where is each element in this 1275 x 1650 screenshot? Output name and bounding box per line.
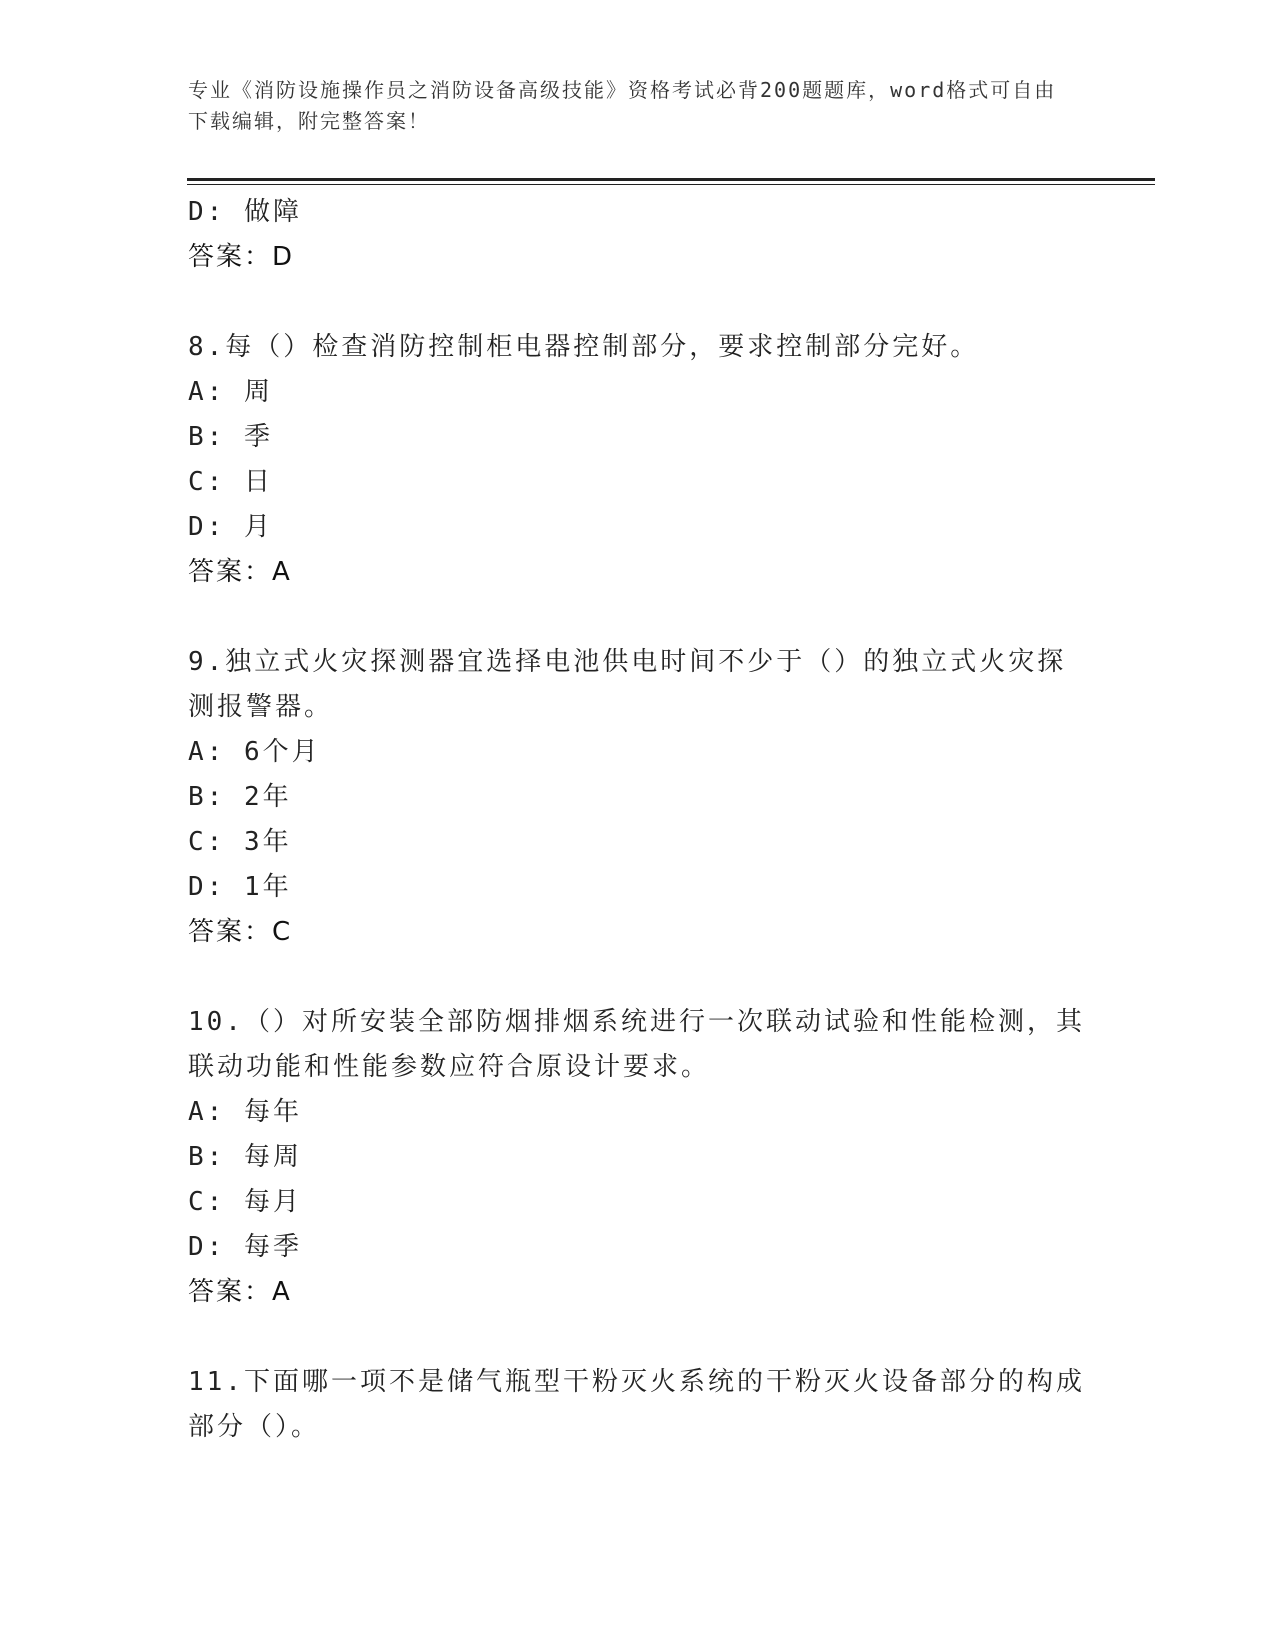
- option-c: C: 3年: [188, 827, 292, 857]
- option-d: D: 每季: [188, 1232, 302, 1262]
- question-stem: 10.（）对所安装全部防烟排烟系统进行一次联动试验和性能检测，其联动功能和性能参数应符合原设计要求。: [188, 1007, 1085, 1082]
- answer: 答案：C: [188, 917, 293, 947]
- option-d: D: 月: [188, 512, 273, 542]
- answer: 答案：D: [188, 242, 295, 272]
- option-d: D: 1年: [188, 872, 292, 902]
- answer: 答案：A: [188, 1277, 292, 1307]
- question-stem: 8.每（）检查消防控制柜电器控制部分，要求控制部分完好。: [188, 332, 980, 362]
- option-a: A: 周: [188, 377, 273, 407]
- option-b: B: 季: [188, 422, 273, 452]
- option-b: B: 每周: [188, 1142, 302, 1172]
- option-a: A: 每年: [188, 1097, 302, 1127]
- header-divider: [187, 178, 1155, 181]
- option-a: A: 6个月: [188, 737, 321, 767]
- option-d: D: 做障: [188, 197, 302, 227]
- question-stem: 11.下面哪一项不是储气瓶型干粉灭火系统的干粉灭火设备部分的构成部分（）。: [188, 1367, 1085, 1442]
- option-c: C: 日: [188, 467, 273, 497]
- answer: 答案：A: [188, 557, 292, 587]
- option-b: B: 2年: [188, 782, 292, 812]
- header-divider-thin: [187, 184, 1155, 185]
- question-list: [188, 190, 1088, 1450]
- question-stem: 9.独立式火灾探测器宜选择电池供电时间不少于（）的独立式火灾探测报警器。: [188, 647, 1067, 722]
- option-c: C: 每月: [188, 1187, 302, 1217]
- document-header: [188, 75, 1068, 137]
- header-title: 专业《消防设施操作员之消防设备高级技能》资格考试必背200题题库，word格式可自由下载编辑，附完整答案！: [188, 78, 1057, 133]
